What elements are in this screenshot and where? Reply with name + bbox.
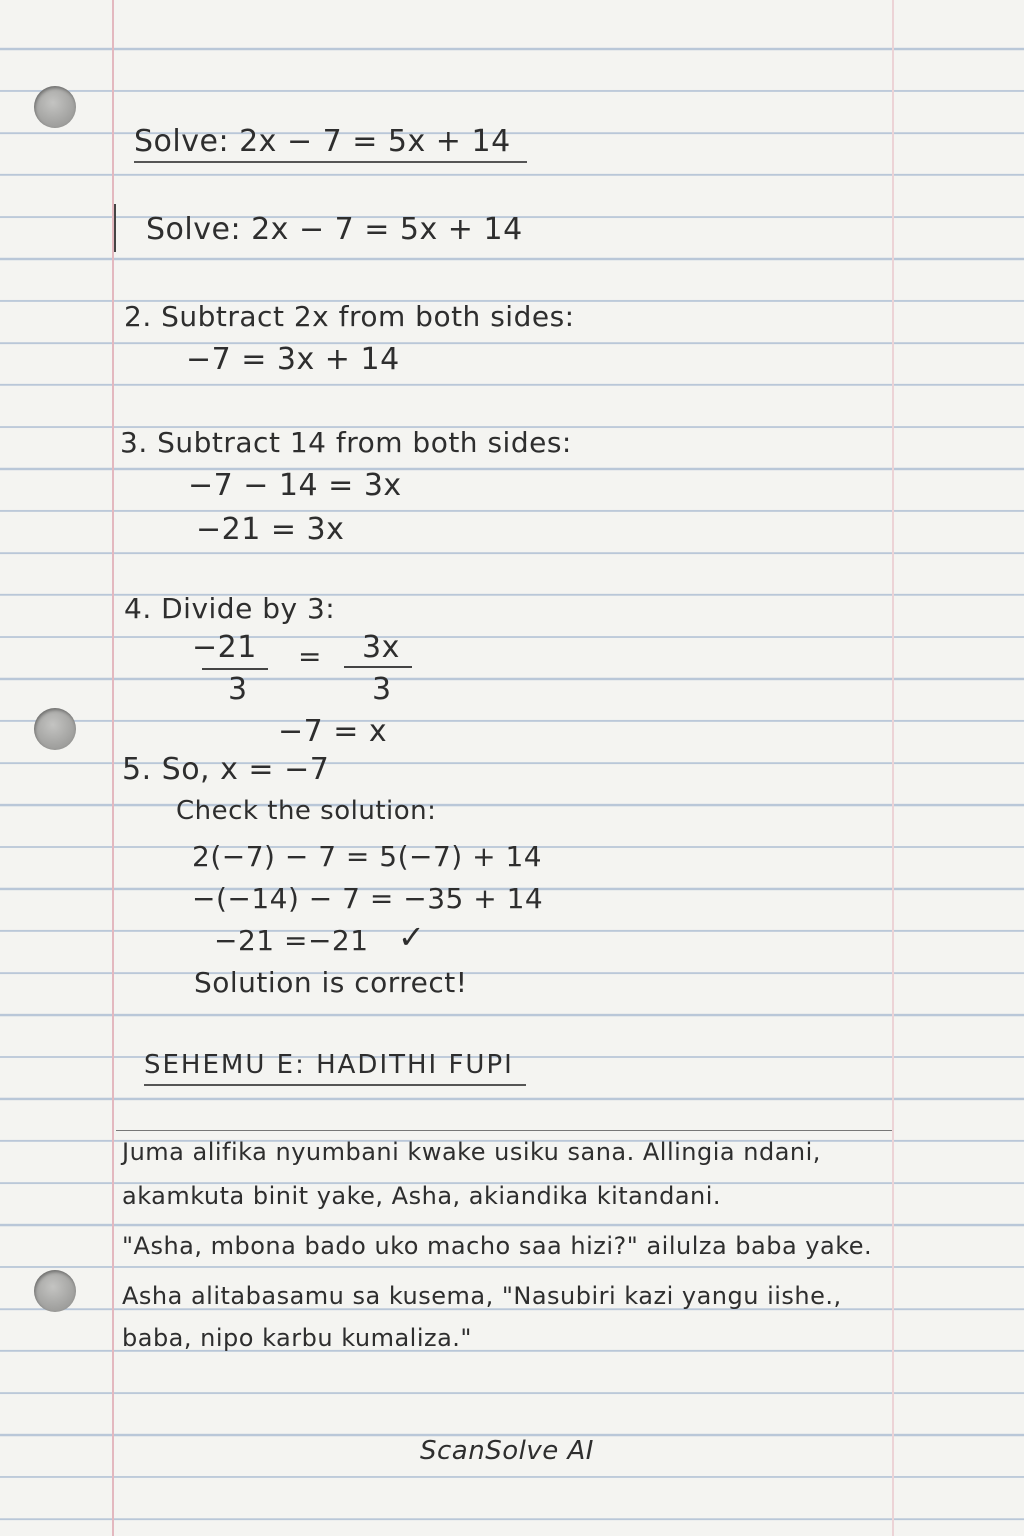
step-4-result: −7 = x bbox=[278, 714, 388, 749]
step-3-heading: 3. Subtract 14 from both sides: bbox=[120, 426, 572, 459]
section-heading: SEHEMU E: HADITHI FUPI bbox=[144, 1050, 526, 1086]
check-line-2: −(−14) − 7 = −35 + 14 bbox=[192, 882, 544, 915]
step-3-equation-1: −7 − 14 = 3x bbox=[188, 468, 402, 503]
right-margin-line bbox=[892, 0, 894, 1536]
fraction-right-numerator: 3x bbox=[362, 630, 400, 665]
step-2-heading: 2. Subtract 2x from both sides: bbox=[124, 300, 575, 333]
fraction-right-bar bbox=[344, 666, 412, 668]
bracket-bar bbox=[114, 204, 116, 252]
binder-hole-icon bbox=[34, 86, 76, 128]
problem-title-repeat: Solve: 2x − 7 = 5x + 14 bbox=[146, 212, 523, 247]
check-line-3: −21 =−21 bbox=[214, 924, 369, 957]
fraction-right-denominator: 3 bbox=[372, 672, 392, 707]
fraction-left-bar bbox=[202, 668, 268, 670]
story-line: "Asha, mbona bado uko macho saa hizi?" ailulza baba yake. bbox=[122, 1232, 873, 1260]
step-2-equation: −7 = 3x + 14 bbox=[186, 342, 400, 377]
footer-brand: ScanSolve AI bbox=[420, 1436, 594, 1466]
story-line: Juma alifika nyumbani kwake usiku sana. Allingia ndani, bbox=[122, 1138, 821, 1166]
check-line-1: 2(−7) − 7 = 5(−7) + 14 bbox=[192, 840, 543, 873]
checkmark-icon: ✓ bbox=[398, 918, 426, 956]
check-conclusion: Solution is correct! bbox=[194, 966, 468, 999]
story-line: baba, nipo karbu kumaliza." bbox=[122, 1324, 472, 1352]
binder-hole-icon bbox=[34, 708, 76, 750]
story-line: Asha alitabasamu sa kusema, "Nasubiri kazi yangu iishe., bbox=[122, 1282, 842, 1310]
story-line: akamkuta binit yake, Asha, akiandika kitandani. bbox=[122, 1182, 722, 1210]
step-5-heading: 5. So, x = −7 bbox=[122, 752, 330, 787]
fraction-left-numerator: −21 bbox=[192, 630, 257, 665]
story-divider bbox=[116, 1130, 892, 1131]
binder-hole-icon bbox=[34, 1270, 76, 1312]
step-3-equation-2: −21 = 3x bbox=[196, 512, 345, 547]
check-heading: Check the solution: bbox=[176, 796, 437, 826]
problem-title: Solve: 2x − 7 = 5x + 14 bbox=[134, 124, 527, 163]
fraction-equals: = bbox=[298, 640, 322, 673]
step-4-heading: 4. Divide by 3: bbox=[124, 592, 336, 625]
fraction-left-denominator: 3 bbox=[228, 672, 248, 707]
